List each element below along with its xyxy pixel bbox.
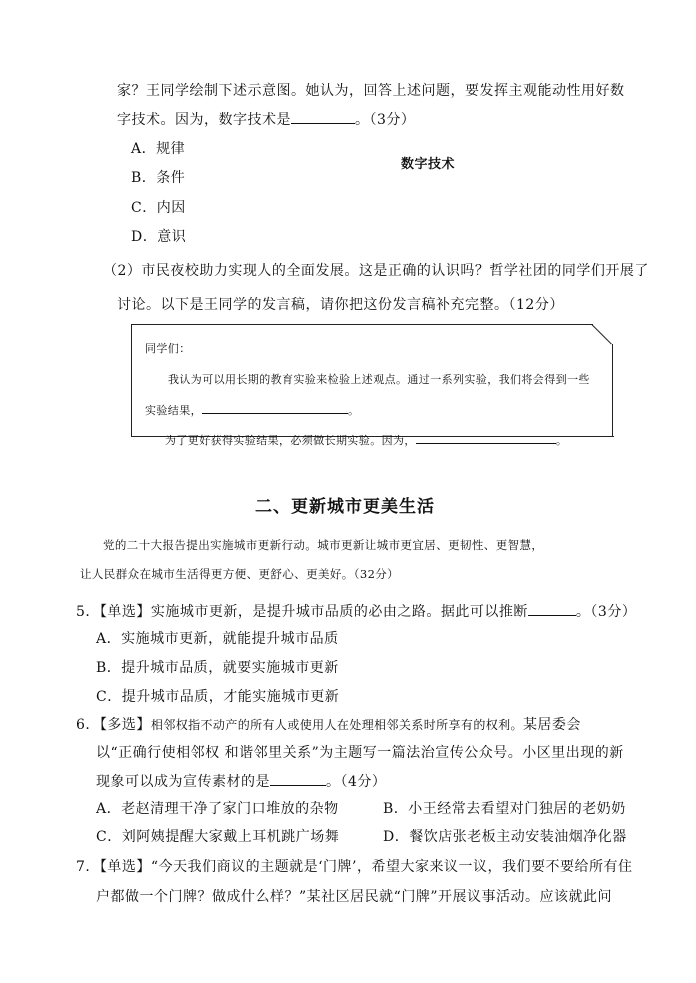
question-5-stem [76, 602, 636, 621]
score-note: 。（3分） [575, 604, 637, 620]
q6-option-a: A．老赵清理干净了家门口堆放的杂物 [96, 801, 339, 817]
salutation: 同学们： [145, 342, 191, 355]
question-text-line: 讨论。以下是王同学的发言稿，请你把这份发言稿补充完整。（12分） [117, 297, 564, 313]
answer-blank [270, 772, 326, 786]
answer-blank [202, 403, 348, 414]
draft-text: 。 [555, 434, 568, 447]
box-border [612, 344, 613, 436]
question-text: 字技术。因为，数字技术是 [117, 112, 291, 128]
question-text: 5．【单选】实施城市更新，是提升城市品质的必由之路。据此可以推断 [76, 604, 528, 620]
q5-option-b: B．提升城市品质，就要实施城市更新 [96, 660, 339, 676]
q5-option-c: C．提升城市品质，才能实施城市更新 [96, 689, 340, 705]
question-text: 现象可以成为宣传素材的是 [96, 774, 270, 790]
q6-option-d: D．餐饮店张老板主动安装油烟净化器 [383, 829, 627, 845]
q6-option-c: C．刘阿姨提醒大家戴上耳机跳广场舞 [96, 829, 340, 845]
draft-paragraph [145, 402, 359, 420]
draft-text: 。 [348, 404, 360, 417]
question-text-line [117, 110, 415, 129]
answer-blank [416, 433, 556, 444]
section-title: 二、更新城市更美生活 [255, 497, 435, 517]
answer-blank [291, 110, 355, 124]
option-a: A．规律 [131, 141, 186, 157]
question-text: 相邻权指不动产的所有人或使用人在处理相邻关系时所享有的权利。 [150, 718, 523, 732]
section-intro: 让人民群众在城市生活得更方便、更舒心、更美好。（32分） [80, 567, 400, 581]
question-text-line: 户都做一个门牌？做成什么样？”某社区居民就“门牌”开展议事活动。应该就此问 [96, 889, 612, 905]
question-text-line: 家？王同学绘制下述示意图。她认为，回答上述问题，要发挥主观能动性用好数 [117, 83, 625, 99]
q6-option-b: B．小王经常去看望对门独居的老奶奶 [383, 801, 626, 817]
q5-option-a: A．实施城市更新，就能提升城市品质 [96, 631, 339, 647]
answer-blank [528, 602, 576, 616]
option-d: D．意识 [131, 229, 187, 245]
question-text-line: （2）市民夜校助力实现人的全面发展。这是正确的认识吗？哲学社团的同学们开展了 [103, 263, 649, 279]
draft-text: 实验结果， [145, 404, 202, 417]
score-note: 。（3分） [355, 112, 416, 128]
option-b: B．条件 [131, 170, 186, 186]
section-intro: 党的二十大报告提出实施城市更新行动。城市更新让城市更宜居、更韧性、更智慧， [103, 538, 544, 552]
question-text-line [96, 772, 386, 791]
question-text: 某居委会 [522, 717, 581, 733]
score-note: 。（4分） [326, 774, 387, 790]
question-7-stem: 7．【单选】“今天我们商议的主题就是‘门牌’，希望大家来议一议，我们要不要给所有住 [76, 859, 633, 875]
draft-text: 为了更好获得实验结果，必须做长期实验。因为， [165, 434, 416, 447]
question-6-stem [76, 716, 581, 734]
question-text: 6．【多选】 [76, 717, 151, 733]
question-text-line: 以“正确行使相邻权 和谐邻里关系”为主题写一篇法治宣传公众号。小区里出现的新 [96, 745, 624, 761]
draft-paragraph: 我认为可以用长期的教育实验来检验上述观点。通过一系列实验，我们将会得到一些 [168, 373, 590, 386]
draft-paragraph [165, 432, 567, 450]
box-border [131, 324, 593, 325]
option-c: C．内因 [131, 200, 186, 216]
diagram-label: 数字技术 [401, 157, 456, 172]
